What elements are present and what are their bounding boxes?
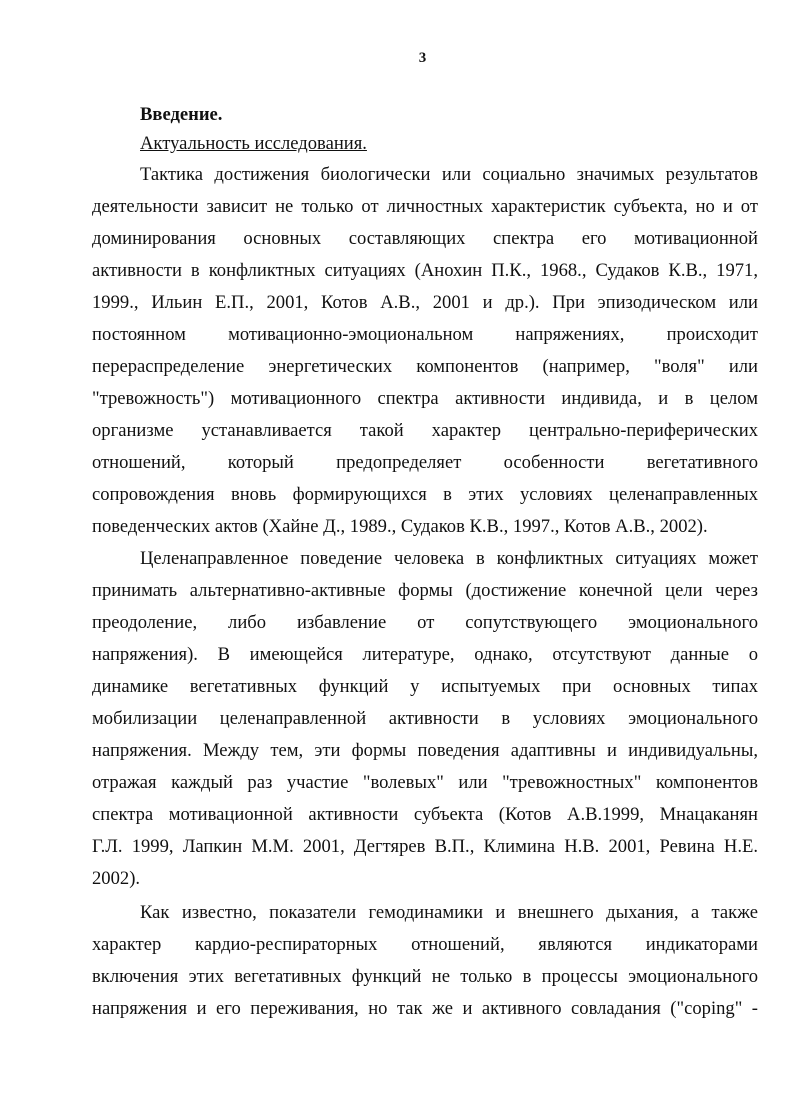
paragraph-3 bbox=[92, 897, 758, 1025]
paragraph-line: включения этих вегетативных функций не только в процессы эмоционального bbox=[92, 966, 758, 987]
paragraph-line: 1999., Ильин Е.П., 2001, Котов А.В., 2001 и др.). При эпизодическом или bbox=[92, 292, 758, 313]
paragraph-line: организме устанавливается такой характер центрально-периферических bbox=[92, 420, 758, 441]
paragraph-line: постоянном мотивационно-эмоциональном напряжениях, происходит bbox=[92, 324, 758, 345]
paragraph-line: напряжения и его переживания, но так же и активного совладания ("coping" - bbox=[92, 998, 758, 1019]
paragraph-line: Г.Л. 1999, Лапкин М.М. 2001, Дегтярев В.П., Климина Н.В. 2001, Ревина Н.Е. bbox=[92, 836, 758, 857]
paragraph-line: принимать альтернативно-активные формы (достижение конечной цели через bbox=[92, 580, 758, 601]
paragraph-line: активности в конфликтных ситуациях (Анохин П.К., 1968., Судаков К.В., 1971, bbox=[92, 260, 758, 281]
paragraph-line: доминирования основных составляющих спектра его мотивационной bbox=[92, 228, 758, 249]
paragraph-line: Целенаправленное поведение человека в конфликтных ситуациях может bbox=[140, 548, 758, 569]
section-subheading: Актуальность исследования. bbox=[140, 133, 367, 154]
paragraph-line: Как известно, показатели гемодинамики и внешнего дыхания, а также bbox=[140, 902, 758, 923]
paragraph-line: спектра мотивационной активности субъекта (Котов А.В.1999, Мнацаканян bbox=[92, 804, 758, 825]
paragraph-line: характер кардио-респираторных отношений, являются индикаторами bbox=[92, 934, 758, 955]
paragraph-line: "тревожность") мотивационного спектра активности индивида, и в целом bbox=[92, 388, 758, 409]
paragraph-line: отношений, который предопределяет особенности вегетативного bbox=[92, 452, 758, 473]
paragraph-line: перераспределение энергетических компонентов (например, "воля" или bbox=[92, 356, 758, 377]
paragraph-line: напряжения. Между тем, эти формы поведения адаптивны и индивидуальны, bbox=[92, 740, 758, 761]
paragraph-line: сопровождения вновь формирующихся в этих условиях целенаправленных bbox=[92, 484, 758, 505]
paragraph-2 bbox=[92, 543, 758, 895]
page-number: 3 bbox=[418, 50, 427, 66]
paragraph-line: мобилизации целенаправленной активности в условиях эмоционального bbox=[92, 708, 758, 729]
paragraph-line: Тактика достижения биологически или социально значимых результатов bbox=[140, 164, 758, 185]
paragraph-line: отражая каждый раз участие "волевых" или "тревожностных" компонентов bbox=[92, 772, 758, 793]
paragraph-line: 2002). bbox=[92, 868, 141, 889]
paragraph-line: преодоление, либо избавление от сопутствующего эмоционального bbox=[92, 612, 758, 633]
paragraph-line: напряжения). В имеющейся литературе, однако, отсутствуют данные о bbox=[92, 644, 758, 665]
paragraph-line: динамике вегетативных функций у испытуемых при основных типах bbox=[92, 676, 758, 697]
section-heading: Введение. bbox=[140, 104, 223, 125]
paragraph-1 bbox=[92, 159, 758, 543]
document-body bbox=[92, 99, 758, 160]
paragraph-line: деятельности зависит не только от личностных характеристик субъекта, но и от bbox=[92, 196, 758, 217]
paragraph-line: поведенческих актов (Хайне Д., 1989., Судаков К.В., 1997., Котов А.В., 2002). bbox=[92, 516, 708, 537]
